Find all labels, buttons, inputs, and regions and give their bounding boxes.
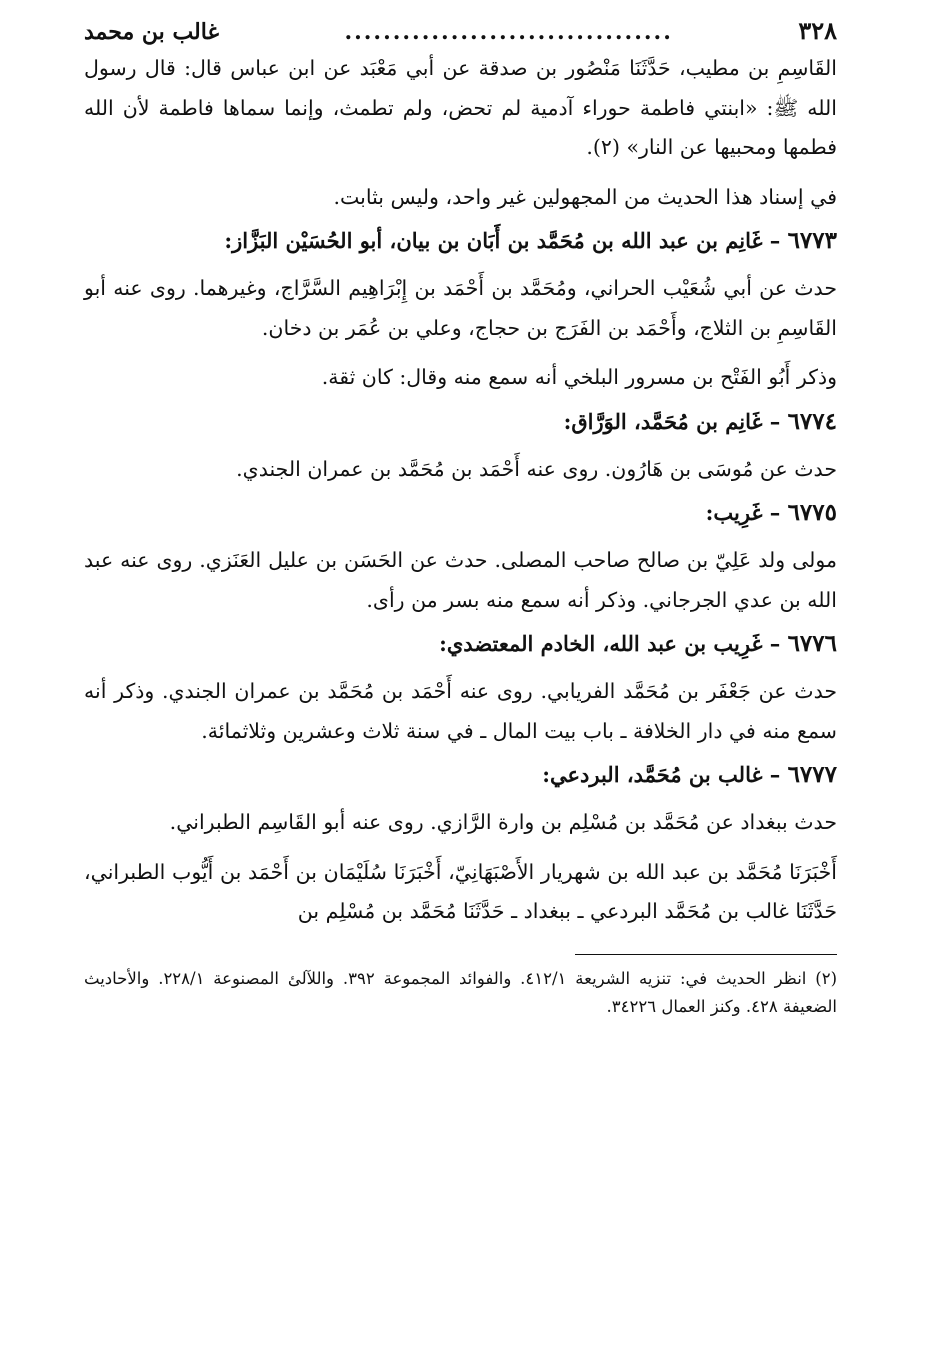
entry-heading: [84, 400, 837, 444]
entry-heading: [84, 622, 837, 666]
entry-title: – غَانِم بن عبد الله بن مُحَمَّد بن أَبَان بن بيان، أبو الحُسَيْن البَزَّاز:: [224, 228, 788, 253]
header-title: غالب بن محمد: [84, 19, 219, 45]
paragraph: حدث ببغداد عن مُحَمَّد بن مُسْلِم بن وارة الرَّازي. روى عنه أبو القَاسِم الطبراني.: [169, 810, 837, 834]
entry-title: – غالب بن مُحَمَّد، البردعي:: [542, 762, 788, 787]
paragraph: مولى ولد عَلِيّ بن صالح صاحب المصلى. حدث عن الحَسَن بن عليل العَنَزي. روى عنه عبد الله بن عدي الجرجاني. وذكر أنه سمع منه بسر من رأى.: [84, 548, 837, 612]
entry-heading: [84, 219, 837, 263]
page-number: ٣٢٨: [798, 16, 837, 45]
entry-number: ٦٧٧٦: [787, 630, 837, 657]
paragraph: وذكر أَبُو الفَتْح بن مسرور البلخي أنه سمع منه وقال: كان ثقة.: [321, 365, 837, 389]
entry-title: – غَرِيب:: [705, 500, 788, 525]
paragraph: حدث عن أبي شُعَيْب الحراني، ومُحَمَّد بن أَحْمَد بن إِبْرَاهِيم السَّرَّاج، وغيرهما. روى عنه أبو القَاسِمِ بن الثلاج، وأَحْمَد بن الفَرَج بن حجاج، وعلي بن عُمَر بن دخان.: [84, 276, 837, 340]
entry-number: ٦٧٧٥: [787, 499, 837, 526]
footnote: (٢) انظر الحديث في: تنزيه الشريعة ٤١٢/١. والفوائد المجموعة ٣٩٢. واللآلئ المصنوعة ٢٢٨/١. والأحاديث الضعيفة ٤٢٨. وكنز العمال ٣٤٢٢٦.: [84, 968, 837, 1016]
entry-title: – غَرِيب بن عبد الله، الخادم المعتضدي:: [439, 631, 788, 656]
paragraph: حدث عن مُوسَى بن هَارُون. روى عنه أَحْمَد بن مُحَمَّد بن عمران الجندي.: [236, 456, 837, 481]
paragraph: أَخْبَرَنَا مُحَمَّد بن عبد الله بن شهريار الأَصْبَهَانِيّ، أَخْبَرَنَا سُلَيْمَان بن أَحْمَد بن أَيُّوب الطبراني، حَدَّثَنَا غالب بن مُحَمَّد البردعي ـ ببغداد ـ حَدَّثَنَا مُحَمَّد بن مُسْلِم بن: [84, 859, 837, 923]
entry-title: – غَانِم بن مُحَمَّد، الوَرَّاق:: [563, 408, 788, 434]
entry-heading: [84, 753, 837, 797]
entry-heading: [84, 491, 837, 535]
entry-number: ٦٧٧٣: [787, 227, 837, 254]
paragraph: في إسناد هذا الحديث من المجهولين غير واحد، وليس بثابت.: [333, 184, 837, 209]
header-dots: ..................................: [344, 19, 673, 45]
running-header: [84, 14, 837, 49]
entry-number: ٦٧٧٧: [787, 761, 837, 788]
paragraph: القَاسِمِ بن مطيب، حَدَّثَنَا مَنْصُور بن صدقة عن أبي مَعْبَد عن ابن عباس قال: قال رسول الله ﷺ: «ابنتي فاطمة حوراء آدمية لم تحض، ولم تطمث، وإنما سماها فاطمة لأن الله فطمها ومحبيها عن النار» (٢).: [84, 56, 837, 159]
paragraph: حدث عن جَعْفَر بن مُحَمَّد الفريابي. روى عنه أَحْمَد بن مُحَمَّد بن عمران الجندي. وذكر أنه سمع منه في دار الخلافة ـ باب بيت المال ـ في سنة ثلاث وعشرين وثلاثمائة.: [84, 679, 837, 743]
entry-number: ٦٧٧٤: [787, 407, 837, 435]
footnotes: [84, 965, 837, 1021]
footnote-divider: [575, 954, 837, 955]
